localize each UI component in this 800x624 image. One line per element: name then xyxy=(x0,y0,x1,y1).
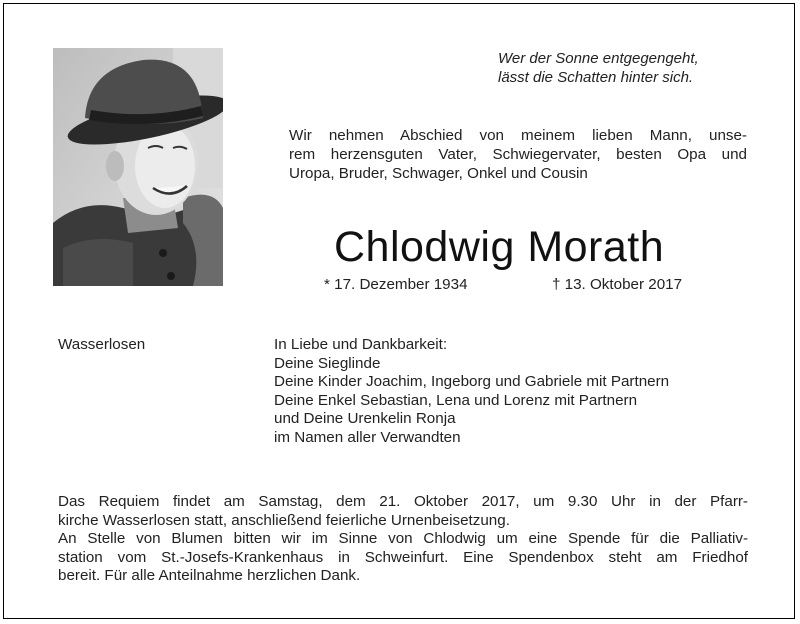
birth-date: * 17. Dezember 1934 xyxy=(324,276,468,293)
funeral-notice xyxy=(58,493,748,586)
notice-line: kirche Wasserlosen statt, anschließend feierliche Urnenbeisetzung. xyxy=(58,511,510,529)
notice-line: An Stelle von Blumen bitten wir im Sinne von Chlodwig um eine Spende für die Palliativ- xyxy=(58,530,748,547)
death-date: † 13. Oktober 2017 xyxy=(552,276,683,293)
motto-line: Wer der Sonne entgegengeht, xyxy=(498,50,699,67)
farewell-intro xyxy=(289,126,747,183)
notice-line: bereit. Für alle Anteilnahme herzlichen Dank. xyxy=(58,567,361,584)
intro-line: Uropa, Bruder, Schwager, Onkel und Cousin xyxy=(289,165,588,182)
mourners-line: Deine Kinder Joachim, Ingeborg und Gabriele mit Partnern xyxy=(274,373,670,390)
notice-line: station vom St.-Josefs-Krankenhaus in Schweinfurt. Eine Spendenbox steht am Friedhof xyxy=(58,548,748,566)
intro-line: rem herzensguten Vater, Schwiegervater, besten Opa und xyxy=(289,146,747,163)
deceased-name: Chlodwig Morath xyxy=(334,223,665,271)
obituary-card xyxy=(3,3,795,619)
mourners-line: In Liebe und Dankbarkeit: xyxy=(274,336,448,353)
motto-line: lässt die Schatten hinter sich. xyxy=(498,69,694,86)
mourners-line: und Deine Urenkelin Ronja xyxy=(274,410,456,427)
mourners-line: Deine Enkel Sebastian, Lena und Lorenz mit Partnern xyxy=(274,391,638,409)
portrait-illustration xyxy=(53,48,223,286)
mourners-line: Deine Sieglinde xyxy=(274,354,381,372)
mourners-line: im Namen aller Verwandten xyxy=(274,428,461,446)
notice-line: Das Requiem findet am Samstag, dem 21. Oktober 2017, um 9.30 Uhr in der Pfarr- xyxy=(58,493,748,510)
place-name: Wasserlosen xyxy=(58,336,146,353)
portrait-photo xyxy=(53,48,223,286)
motto-quote xyxy=(498,49,699,87)
intro-line: Wir nehmen Abschied von meinem lieben Mann, unse- xyxy=(289,127,747,144)
mourners-list xyxy=(274,336,669,447)
